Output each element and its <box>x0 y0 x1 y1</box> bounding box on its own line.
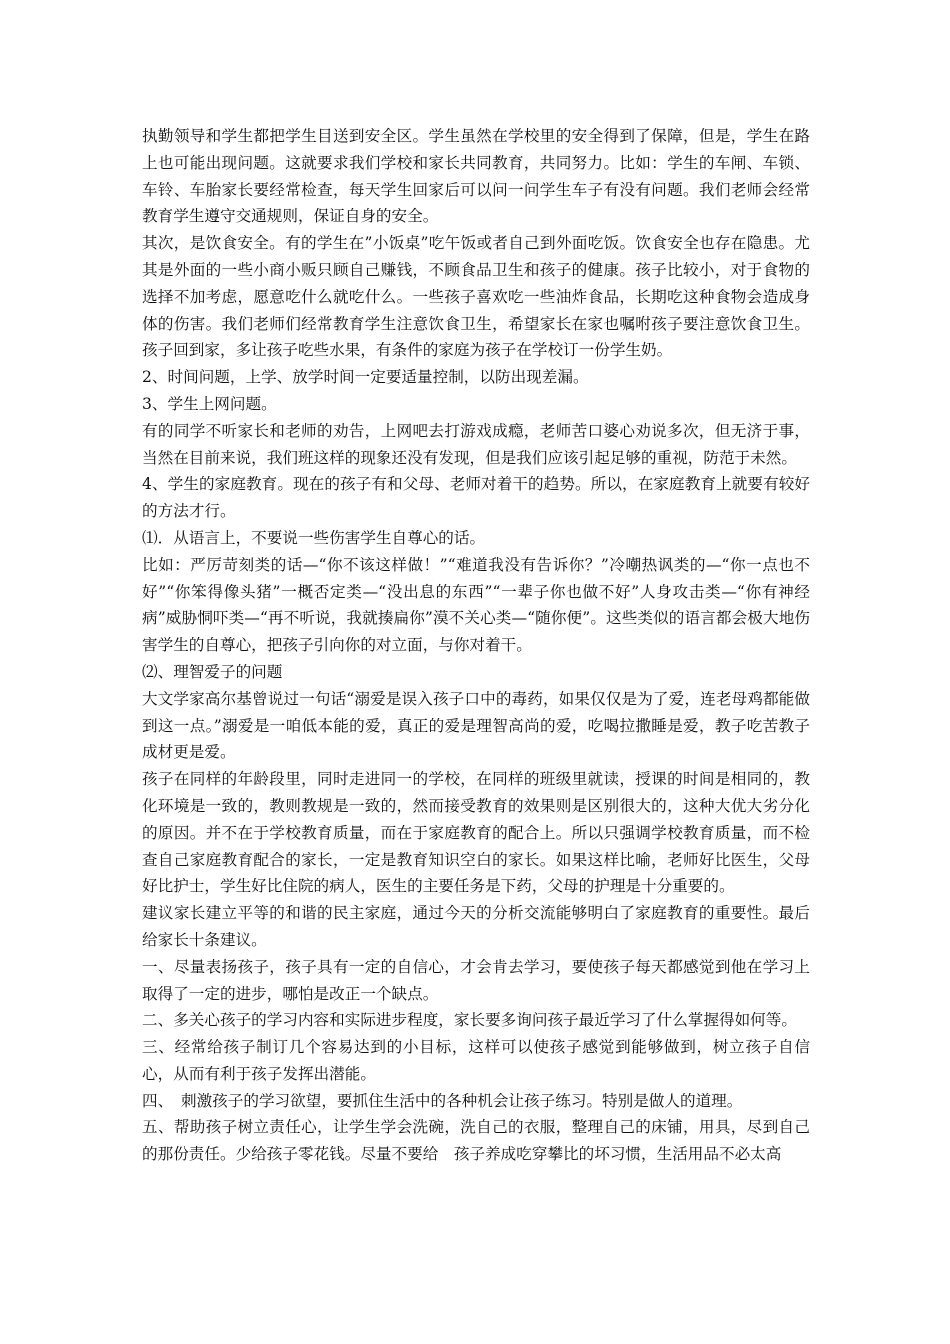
paragraph-suggestion-2: 二、多关心孩子的学习内容和实际进步程度，家长要多询问孩子最近学习了什么掌握得如何等。 <box>142 1011 797 1030</box>
paragraph-suggestions-intro: 建议家长建立平等的和谐的民主家庭，通过今天的分析交流能够明白了家庭教育的重要性。最后给家长十条建议。 <box>142 904 810 949</box>
paragraph-suggestion-4: 四、 刺激孩子的学习欲望，要抓住生活中的各种机会让孩子练习。特别是做人的道理。 <box>142 1091 743 1110</box>
paragraph-internet-body: 有的同学不听家长和老师的劝告，上网吧去打游戏成瘾，老师苦口婆心劝说多次，但无济于事，当然在目前来说，我们班这样的现象还没有发现，但是我们应该引起足够的重视，防范于未然。 <box>142 421 810 467</box>
paragraph-suggestion-1: 一、尽量表扬孩子，孩子具有一定的自信心，才会肯去学习，要使孩子每天都感觉到他在学习上取得了一定的进步，哪怕是改正一个缺点。 <box>142 957 810 1003</box>
paragraph-language-examples: 比如：严厉苛刻类的话—“你不该这样做！”“难道我没有告诉你？”冷嘲热讽类的—“你一点也不好”“你笨得像头猪”一概否定类—“没出息的东西”“一辈子你也做不好”人身攻击类—“你有神经病”威胁恫吓类—“再不听说，我就揍扁你”漠不关心类—“随你便”。这些类似的语言都会极大地伤害学生的自尊心，把孩子引向你的对立面，与你对着干。 <box>142 555 810 655</box>
paragraph-gorky-quote: 大文学家高尔基曾说过一句话“溺爱是误入孩子口中的毒药，如果仅仅是为了爱，连老母鸡都能做到这一点。”溺爱是一咱低本能的爱，真正的爱是理智高尚的爱，吃喝拉撒睡是爱，教子吃苦教子成材更是爱。 <box>142 689 810 762</box>
paragraph-internet-heading: 3、学生上网问题。 <box>142 394 277 413</box>
paragraph-family-education: 4、学生的家庭教育。现在的孩子有和父母、老师对着干的趋势。所以，在家庭教育上就要有较好的方法才行。 <box>142 475 810 521</box>
paragraph-same-school: 孩子在同样的年龄段里，同时走进同一的学校，在同样的班级里就读，授课的时间是相同的，教化环境是一致的，教则教规是一致的，然而接受教育的效果则是区别很大的，这种大优大劣分化的原因。并不在于学校教育质量，而在于家庭教育的配合上。所以只强调学校教育质量，而不检查自己家庭教育配合的家长，一定是教育知识空白的家长。如果这样比喻，老师好比医生，父母好比护士，学生好比住院的病人，医生的主要任务是下药，父母的护理是十分重要的。 <box>142 770 810 896</box>
paragraph-food-safety: 其次，是饮食安全。有的学生在”小饭桌”吃午饭或者自己到外面吃饭。饮食安全也存在隐患。尤其是外面的一些小商小贩只顾自己赚钱，不顾食品卫生和孩子的健康。孩子比较小，对于食物的选择不加考虑，愿意吃什么就吃什么。一些孩子喜欢吃一些油炸食品，长期吃这种食物会造成身体的伤害。我们老师们经常教育学生注意饮食卫生，希望家长在家也嘱咐孩子要注意饮食卫生。孩子回到家，多让孩子吃些水果，有条件的家庭为孩子在学校订一份学生奶。 <box>142 234 810 360</box>
paragraph-suggestion-3: 三、经常给孩子制订几个容易达到的小目标，这样可以使孩子感觉到能够做到，树立孩子自信心，从而有利于孩子发挥出潜能。 <box>142 1038 810 1083</box>
paragraph-traffic-safety: 执勤领导和学生都把学生目送到安全区。学生虽然在学校里的安全得到了保障，但是，学生在路上也可能出现问题。这就要求我们学校和家长共同教育，共同努力。比如：学生的车闸、车锁、车铃、车胎家长要经常检查，每天学生回家后可以问一问学生车子有没有问题。我们老师会经常教育学生遵守交通规则，保证自身的安全。 <box>142 127 810 226</box>
paragraph-rational-love-heading: ⑵、理智爱子的问题 <box>142 662 283 681</box>
paragraph-suggestion-5: 五、帮助孩子树立责任心，让学生学会洗碗，洗自己的衣服，整理自己的床铺，用具，尽到自己的那份责任。少给孩子零花钱。尽量不要给 孩子养成吃穿攀比的坏习惯，生活用品不必太高 <box>142 1118 810 1164</box>
paragraph-time-issue: 2、时间问题，上学、放学时间一定要适量控制，以防出现差漏。 <box>142 368 589 387</box>
paragraph-language-heading: ⑴．从语言上，不要说一些伤害学生自尊心的话。 <box>142 528 486 547</box>
document-body <box>142 123 810 1168</box>
